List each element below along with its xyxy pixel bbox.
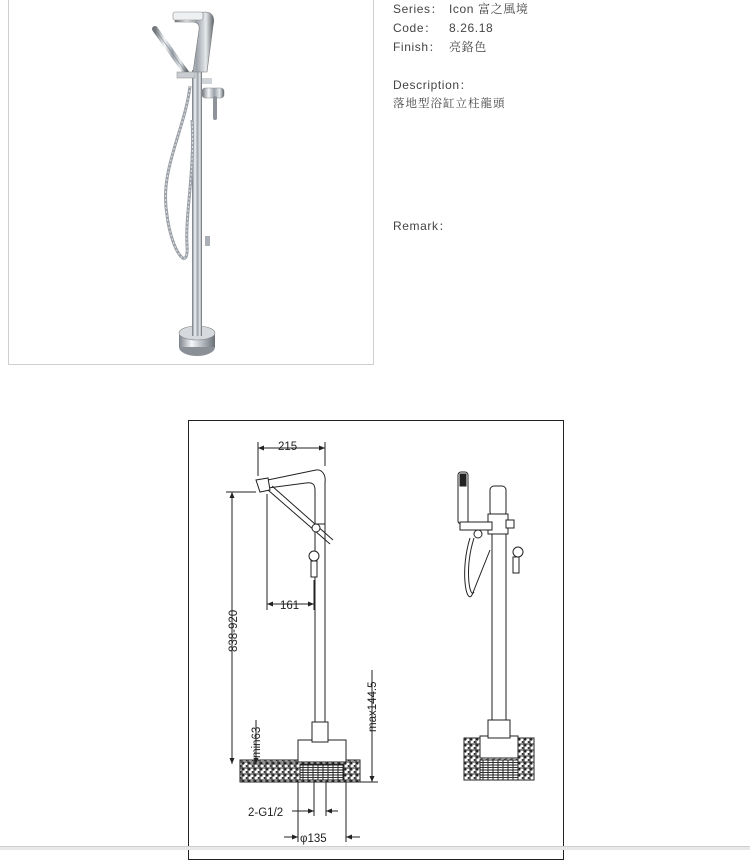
dim-min: min63 [251, 726, 263, 758]
dim-161: 161 [280, 600, 300, 612]
series-row [393, 0, 733, 19]
product-photo [8, 0, 374, 365]
finish-label: Finish： [393, 40, 442, 54]
dimension-drawing [188, 420, 564, 860]
description-value: 落地型浴缸立柱龍頭 [393, 98, 506, 110]
dim-max: max144.5 [367, 681, 379, 732]
series-label: Series： [393, 2, 444, 16]
product-info [393, 0, 733, 236]
faucet-photo-illustration [9, 0, 375, 366]
dim-215: 215 [278, 441, 298, 453]
technical-drawing [188, 420, 564, 860]
code-row [393, 19, 733, 38]
dim-height: 838-920 [228, 609, 240, 652]
code-value: 8.26.18 [449, 21, 494, 35]
remark-label: Remark： [393, 219, 452, 233]
page-bottom-divider [0, 846, 750, 850]
dim-diameter: φ135 [300, 833, 327, 845]
finish-value: 亮鉻色 [449, 40, 487, 54]
description-label: Description： [393, 78, 473, 92]
dim-thread: 2-G1/2 [248, 807, 284, 819]
series-value: Icon 富之風境 [449, 2, 529, 16]
code-label: Code： [393, 21, 437, 35]
finish-row [393, 38, 733, 57]
